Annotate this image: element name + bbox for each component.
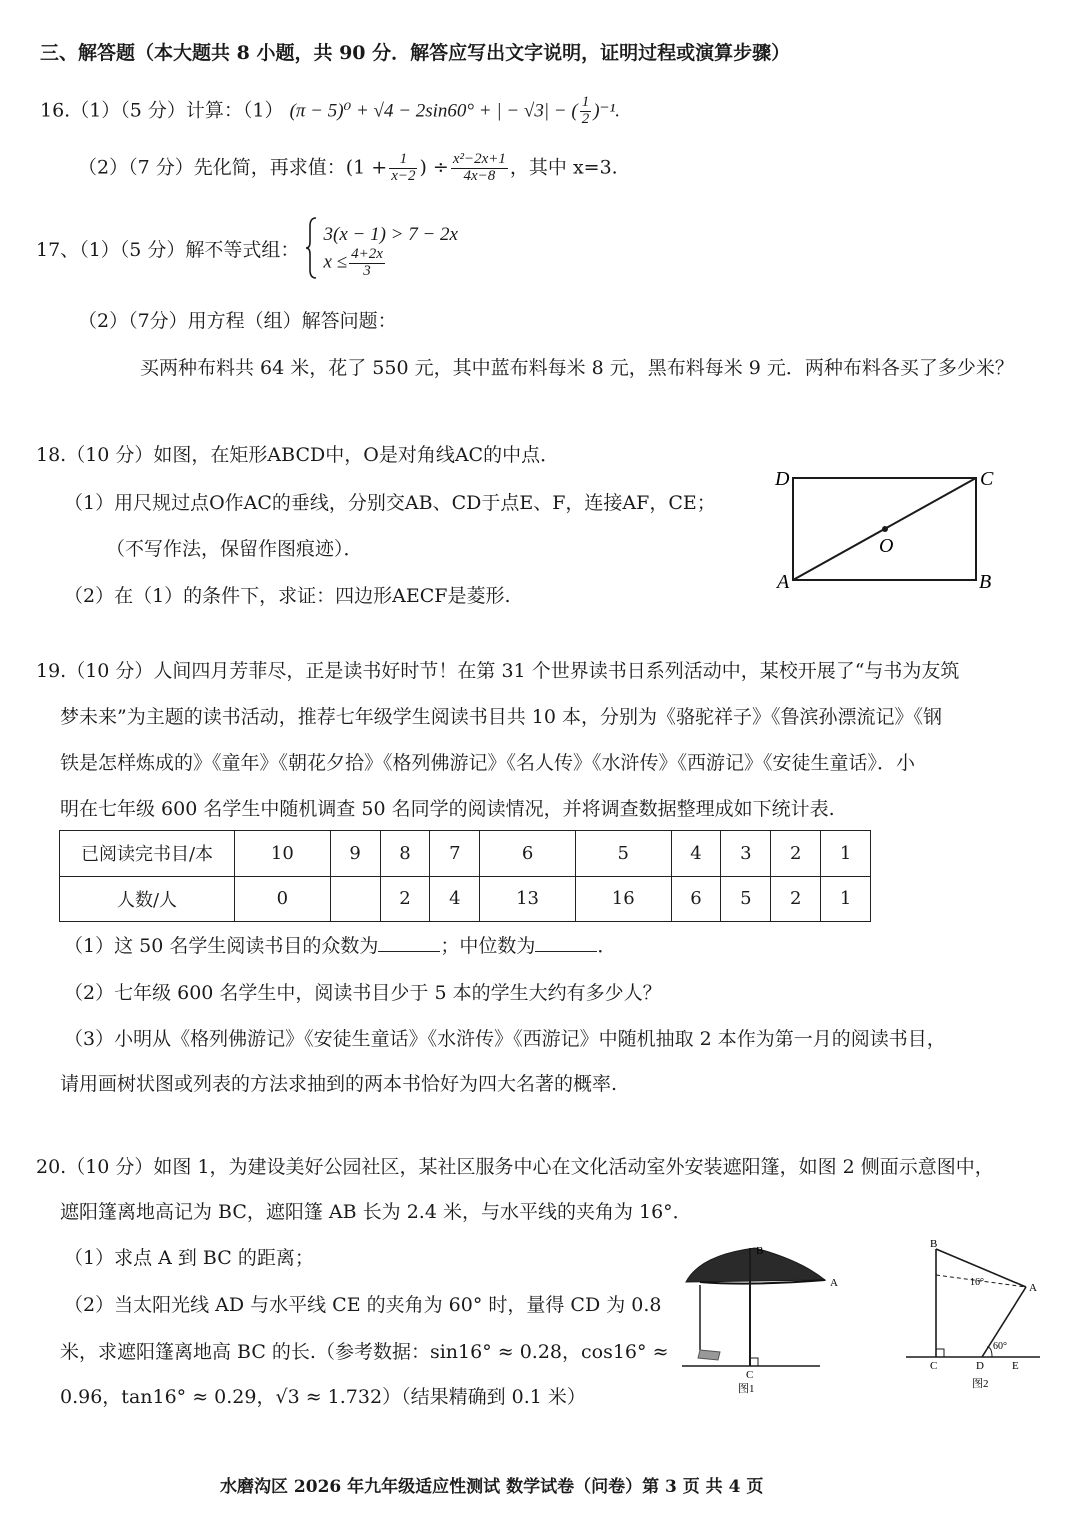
label-o: O <box>879 535 894 557</box>
label-c: C <box>980 468 994 490</box>
q20-part2-line3: 0.96，tan16° ≈ 0.29，√3 ≈ 1.732）（结果精确到 0.1 米） <box>60 1386 586 1408</box>
q20-part1: （1）求点 A 到 BC 的距离； <box>64 1247 314 1269</box>
q16-p2-tail: ，其中 x=3. <box>509 156 618 179</box>
q17-number: 17、 <box>36 238 80 261</box>
q19-part3-line1: （3）小明从《格列佛游记》《安徒生童话》《水浒传》《西游记》中随机抽取 2 本作为第一月的阅读书目， <box>64 1028 946 1050</box>
page-footer: 水磨沟区 2026 年九年级适应性测试 数学试卷（问卷）第 3 页 共 4 页 <box>220 1477 764 1497</box>
q20-part2-line2: 米，求遮阳篷离地高 BC 的长.（参考数据：sin16° ≈ 0.28，cos16° ≈ <box>60 1341 669 1363</box>
label-b: B <box>979 571 992 593</box>
q19-part2: （2）七年级 600 名学生中，阅读书目少于 5 本的学生大约有多少人？ <box>64 982 662 1004</box>
row-header-books: 已阅读完书目/本 <box>60 831 235 877</box>
fig2-label-d: D <box>976 1360 984 1372</box>
q20-part2-line1: （2）当太阳光线 AD 与水平线 CE 的夹角为 60° 时，量得 CD 为 0.8 <box>64 1294 662 1316</box>
table-cell: 2 <box>771 876 821 922</box>
q17-part2-label: （2）（7分）用方程（组）解答问题： <box>78 310 397 332</box>
q19-line2: 梦未来”为主题的读书活动，推荐七年级学生阅读书目共 10 本，分别为《骆驼祥子》《鲁滨孙漂流记》《钢 <box>60 706 942 728</box>
q17-part2-text: 买两种布料共 64 米，花了 550 元，其中蓝布料每米 8 元，黑布料每米 9 元．两种布料各买了多少米？ <box>140 357 1014 379</box>
fig2-label-b: B <box>930 1238 938 1250</box>
q19-part3-line2: 请用画树状图或列表的方法求抽到的两本书恰好为四大名著的概率. <box>60 1073 618 1095</box>
table-cell <box>330 876 380 922</box>
table-row-people <box>60 876 871 922</box>
fig2-label-e: E <box>1012 1360 1019 1372</box>
q20-line1: 20.（10 分）如图 1，为建设美好公园社区，某社区服务中心在文化活动室外安装遮阳篷，如图 2 侧面示意图中， <box>36 1156 994 1178</box>
table-cell: 6 <box>480 831 576 877</box>
table-cell: 2 <box>771 831 821 877</box>
section-header: 三、解答题（本大题共 8 小题，共 90 分．解答应写出文字说明，证明过程或演算步骤） <box>40 42 791 64</box>
rectangle-abcd-figure <box>765 460 1015 595</box>
brace-icon <box>305 216 317 286</box>
fig2-label-a: A <box>1029 1282 1037 1294</box>
reading-stats-table <box>59 830 871 922</box>
answer-blank-mode[interactable] <box>378 935 440 952</box>
inequality-1: 3(x − 1) > 7 − 2x <box>323 223 458 245</box>
table-cell: 10 <box>235 831 331 877</box>
table-cell: 1 <box>821 876 871 922</box>
label-d: D <box>775 468 790 490</box>
q17-p1-label: （1）（5 分）解不等式组： <box>79 238 300 261</box>
table-cell: 16 <box>575 876 671 922</box>
table-row-books <box>60 831 871 877</box>
fig2-angle-16: 16° <box>970 1277 984 1288</box>
fig2-caption: 图2 <box>972 1378 989 1390</box>
fig1-caption: 图1 <box>738 1383 755 1395</box>
q16-part1 <box>40 95 620 128</box>
table-cell: 13 <box>480 876 576 922</box>
fig1-label-a: A <box>830 1277 838 1289</box>
table-cell: 7 <box>430 831 480 877</box>
inequality-system <box>324 222 458 280</box>
answer-blank-median[interactable] <box>535 935 597 952</box>
table-cell: 2 <box>380 876 430 922</box>
inequality-2: x ≤ $\frac{4+2x}{3}$ <box>323 246 383 280</box>
table-cell: 5 <box>721 876 771 922</box>
q16-number: 16. <box>40 99 71 122</box>
table-cell: 6 <box>671 876 721 922</box>
q16-p1-expression-end: )⁻¹. <box>593 100 621 122</box>
awning-schematic-figure-2 <box>900 1235 1050 1395</box>
q20-line2: 遮阳篷离地高记为 BC，遮阳篷 AB 长为 2.4 米，与水平线的夹角为 16°． <box>60 1201 692 1223</box>
q19-part1: （1）这 50 名学生阅读书目的众数为 ；中位数为 ． <box>64 935 617 957</box>
q16-p2-fraction-1: $\frac{1}{x-2}$ <box>391 151 416 184</box>
table-cell: 4 <box>430 876 480 922</box>
q18-part1-note: （不写作法，保留作图痕迹）． <box>106 538 363 560</box>
fig2-angle-60: 60° <box>993 1341 1007 1352</box>
table-cell: 3 <box>721 831 771 877</box>
q16-p2-label: （2）（7 分）先化简，再求值：(1 + <box>78 156 388 179</box>
q16-p1-fraction: $\frac{1}{2}$ <box>581 94 590 127</box>
row-header-people: 人数/人 <box>60 876 235 922</box>
q17-part1 <box>36 216 458 286</box>
q16-p1-expression: (π − 5)⁰ + √4 − 2sin60° + | − √3| − ( <box>289 100 578 122</box>
table-cell: 9 <box>330 831 380 877</box>
awning-figure-1 <box>680 1240 845 1400</box>
q16-p2-divide: ) ÷ <box>419 156 449 179</box>
table-cell: 0 <box>235 876 331 922</box>
q18-intro: 18.（10 分）如图，在矩形ABCD中，O是对角线AC的中点． <box>36 444 560 466</box>
label-a: A <box>777 571 790 593</box>
q19-line4: 明在七年级 600 名学生中随机调查 50 名同学的阅读情况，并将调查数据整理成如下统计表. <box>60 798 835 820</box>
fig1-label-b: B <box>756 1245 764 1257</box>
q19-line3: 铁是怎样炼成的》《童年》《朝花夕拾》《格列佛游记》《名人传》《水浒传》《西游记》《安徒生童话》．小 <box>60 752 916 774</box>
q16-p2-fraction-2: $\frac{\text{x²−2x+1}}{4x-8}$ <box>452 151 506 184</box>
table-cell: 1 <box>821 831 871 877</box>
table-cell: 5 <box>575 831 671 877</box>
q19-line1: 19.（10 分）人间四月芳菲尽，正是读书好时节！在第 31 个世界读书日系列活动中，某校开展了“与书为友筑 <box>36 660 960 682</box>
fig2-label-c: C <box>930 1360 938 1372</box>
q16-part2 <box>78 152 618 185</box>
q18-part2: （2）在（1）的条件下，求证：四边形AECF是菱形. <box>64 585 511 607</box>
fig1-label-c: C <box>746 1369 754 1381</box>
table-cell: 4 <box>671 831 721 877</box>
q16-p1-label: （1）（5 分）计算：（1） <box>70 99 284 122</box>
table-cell: 8 <box>380 831 430 877</box>
q18-part1: （1）用尺规过点O作AC的垂线，分别交AB、CD于点E、F，连接AF，CE； <box>64 492 716 514</box>
